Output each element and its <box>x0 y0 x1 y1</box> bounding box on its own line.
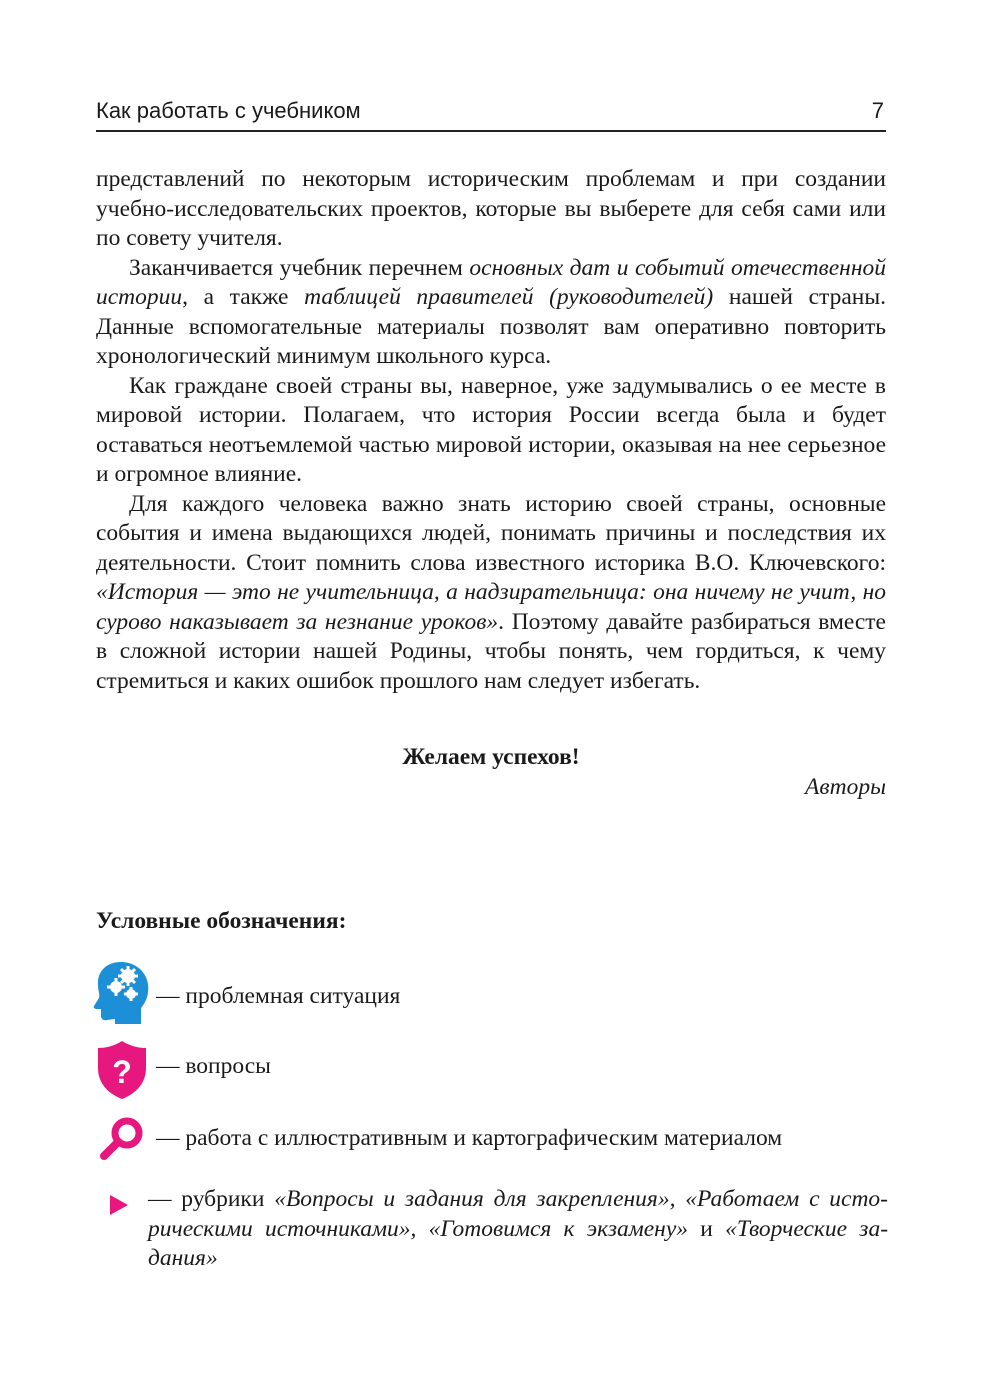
running-header <box>96 96 886 132</box>
italic-text: «Творческие задания» <box>148 1215 889 1271</box>
text-run: Заканчивается учебник перечнем <box>129 254 470 281</box>
text-run: . Поэтому давайте разбираться вместе в сложной истории нашей Родины, чтобы понять, чем гордиться, к чему стремиться и каких ошибок прошлого нам следует избегать. <box>96 608 886 694</box>
text-run: — рубрики <box>148 1186 275 1212</box>
legend-text <box>148 1185 888 1274</box>
paragraph <box>96 372 886 490</box>
text-run: и <box>688 1215 726 1242</box>
svg-text:?: ? <box>112 1054 132 1090</box>
text-run: представлений по некоторым историческим проблемам и при создании учебно-исследовательских проектов, которые вы выберете для себя сами или по совету учителя. <box>96 166 886 251</box>
italic-text: «История — это не учительница, а надзирательница: она ничему не учит, но сурово наказывает за незнание уроков» <box>96 579 886 635</box>
text-run: нашей страны. Данные вспомогательные материалы позволят вам оперативно повторить хронологический минимум школьного курса. <box>96 284 886 369</box>
head-gears-icon <box>93 960 149 1024</box>
legend-title: Условные обозначения: <box>96 908 347 934</box>
paragraph <box>96 165 886 254</box>
text-run: Как граждане своей страны вы, наверное, уже задумывались о ее месте в мировой истории. Полагаем, что история России всегда была и будет оставаться неотъемлемой частью мировой истории, оказывая на нее серьезное и огромное влияние. <box>96 372 886 487</box>
italic-text: «Вопросы и задания для закрепления», «Работаем с историческими источниками», «Готовимся к экзамену» <box>148 1186 888 1242</box>
magnifier-icon <box>99 1115 145 1161</box>
page-number: 7 <box>871 98 884 123</box>
body-text <box>96 165 886 696</box>
header-title: Как работать с учебником <box>96 98 361 123</box>
play-triangle-icon <box>108 1193 130 1217</box>
text-run: , а также <box>182 284 305 310</box>
legend-text: — вопросы <box>156 1053 271 1079</box>
closing-wish: Желаем успехов! <box>402 744 580 770</box>
paragraph <box>96 254 886 372</box>
legend-text: — работа с иллюстративным и картографическим материалом <box>156 1125 783 1151</box>
question-shield-icon <box>96 1040 148 1100</box>
italic-text: таблицей правителей (руководителей) <box>304 284 714 310</box>
text-run: Для каждого человека важно знать историю своей страны, основные события и имена выдающихся людей, понимать причины и последствия их деятельности. Стоит помнить слова известного историка В.О. Ключевского: <box>96 490 886 576</box>
closing-authors: Авторы <box>805 774 886 800</box>
legend-text: — проблемная ситуация <box>156 983 401 1009</box>
italic-text: основных дат и событий отечественной истории <box>96 254 886 310</box>
paragraph <box>96 490 886 697</box>
